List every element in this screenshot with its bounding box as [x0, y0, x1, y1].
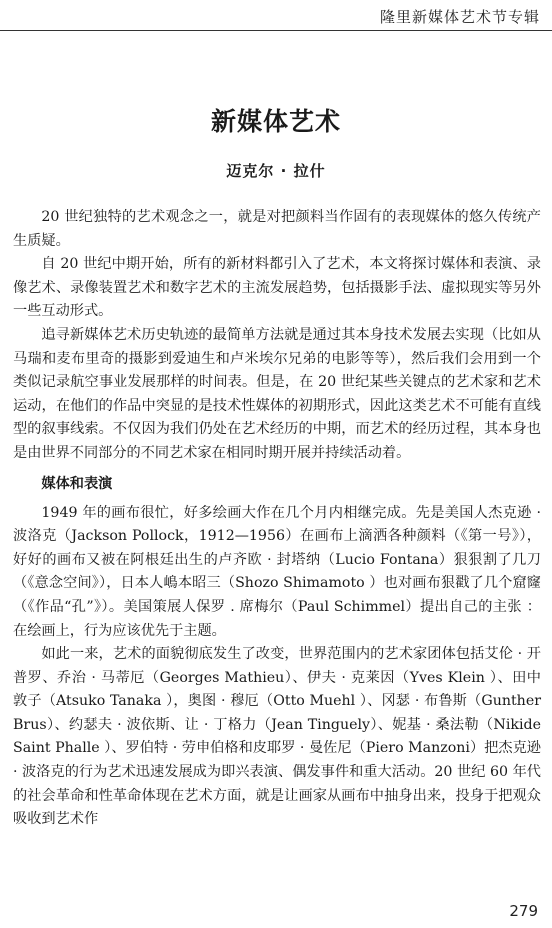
running-header: 隆里新媒体艺术节专辑	[379, 8, 540, 26]
header-rule	[0, 30, 552, 31]
paragraph: 自 20 世纪中期开始，所有的新材料都引入了艺术，本文将探讨媒体和表演、录像艺术、录像装置艺术和数字艺术的主流发展趋势，包括摄影手法、虚拟现实等另外一些互动形式。	[13, 256, 541, 320]
article-body	[13, 206, 541, 832]
article-title: 新媒体艺术	[210, 107, 341, 136]
paragraph: 20 世纪独特的艺术观念之一，就是对把颜料当作固有的表现媒体的悠久传统产生质疑。	[13, 209, 541, 249]
paragraph: 1949 年的画布很忙，好多绘画大作在几个月内相继完成。先是美国人杰克逊 · 波洛克（Jackson Pollock，1912—1956）在画布上滴洒各种颜料（《第一号》），好好的画布又被在阿根廷出生的卢齐欧 · 封塔纳（Lucio Fontana）狠狠割了几刀（《意念空间》），日本人嶋本昭三（Shozo Shimamoto ）也对画布狠戳了几个窟窿（《作品“孔”》）。美国策展人保罗 . 席梅尔（Paul Schimmel）提出自己的主张 ：在绘画上，行为应该优先于主题。	[13, 504, 541, 639]
paragraph: 追寻新媒体艺术历史轨迹的最简单方法就是通过其本身技术发展去实现（比如从马瑞和麦布里奇的摄影到爱迪生和卢米埃尔兄弟的电影等等），然后我们会用到一个类似记录航空事业发展那样的时间表。但是，在 20 世纪某些关键点的艺术家和艺术运动，在他们的作品中突显的是技术性媒体的初期形式，因此这类艺术不可能有直线型的叙事线索。不仅因为我们仍处在艺术经历的中期，而艺术的经历过程，其本身也是由世界不同部分的不同艺术家在相同时期开展并持续活动着。	[13, 326, 541, 461]
article-author: 迈克尔 · 拉什	[226, 162, 326, 180]
page-number: 279	[509, 902, 538, 920]
section-heading: 媒体和表演	[41, 475, 113, 492]
paragraph: 如此一来，艺术的面貌彻底发生了改变，世界范围内的艺术家团体包括艾伦 · 开普罗、乔治 · 马蒂厄（Georges Mathieu）、伊夫 · 克莱因（Yves Klein ）、田中敦子（Atsuko Tanaka ），奥图 · 穆厄（Otto Muehl ）、冈瑟 · 布鲁斯（Gunther Brus）、约瑟夫 · 波依斯、让 · 丁格力（Jean Tinguely）、妮基 · 桑法勒（Nikide Saint Phalle ）、罗伯特 · 劳申伯格和皮耶罗 · 曼佐尼（Piero Manzoni）把杰克逊 · 波洛克的行为艺术迅速发展成为即兴表演、偶发事件和重大活动。20 世纪 60 年代的社会革命和性革命体现在艺术方面，就是让画家从画布中抽身出来，投身于把观众吸收到艺术作	[13, 646, 541, 828]
